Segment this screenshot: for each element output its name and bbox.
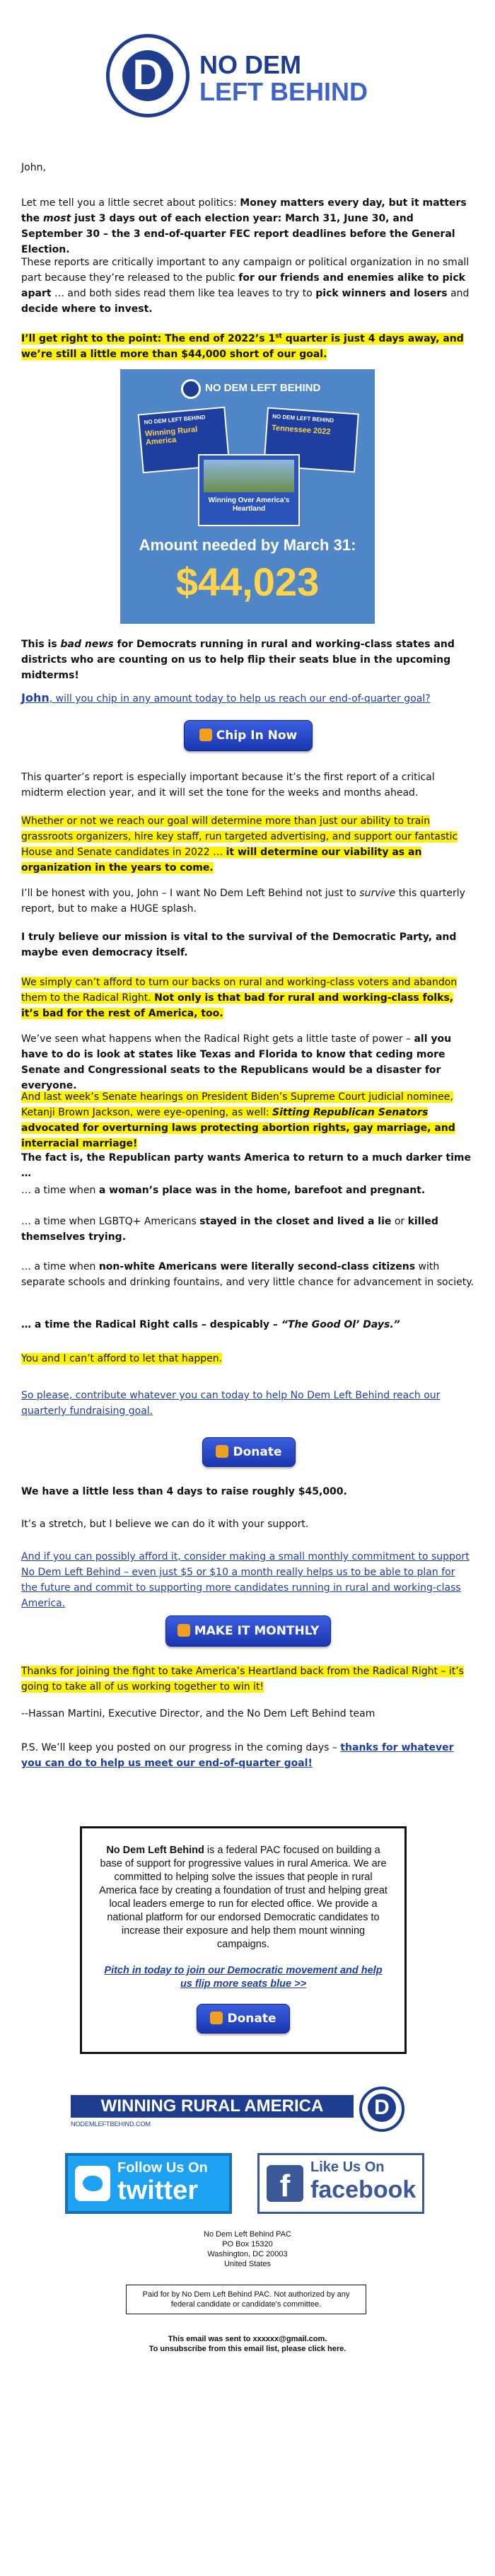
- about-box: [80, 1826, 407, 2054]
- footer-sent: This email was sent to xxxxxx@gmail.com.: [168, 2335, 327, 2343]
- paragraph-rural-highlight: We simply can’t afford to turn our backs on rural and working-class voters and abandon them to the Radical Right. Not only is that bad for rural and working-class folks, it’s bad for the rest of America, too.: [21, 977, 458, 1019]
- ask-link-1[interactable]: John, will you chip in any amount today to help us reach our end-of-quarter goal?: [21, 691, 431, 704]
- banner-amount: $44,023: [175, 559, 320, 604]
- paragraph-viability-highlight: Whether or not we reach our goal will determine more than just our ability to train grassroots organizers, hire key staff, run targeted advertising, and support our fantastic House and Senate candidates in 2022 … it will determine our viability as an organization in the years to come.: [21, 816, 458, 874]
- unsubscribe-link[interactable]: To unsubscribe from this email list, please click here.: [148, 2345, 346, 2353]
- facebook-button[interactable]: f Like Us On facebook: [257, 2153, 424, 2214]
- hand-icon: [210, 2012, 223, 2024]
- paragraph-raise: We have a little less than 4 days to raise roughly $45,000.: [21, 1486, 347, 1497]
- paragraph-non-white: … a time when non-white Americans were literally second-class citizens with separate schools and drinking fountains, and very little chance for advancement in society.: [21, 1261, 474, 1288]
- paragraph-honest: I’ll be honest with you, John – I want No Dem Left Behind not just to survive this quarterly report, but to make a HUGE splash.: [21, 888, 465, 915]
- paragraph-goal-highlight: I’ll get right to the point: The end of 2022’s 1st quarter is just 4 days away, and we’re still a little more than $44,000 short of our goal.: [21, 332, 464, 360]
- paragraph-radical-right: We’ve seen what happens when the Radical Right gets a little taste of power – all you have to do is look at states like Texas and Florida to know that ceding more Senate and Congressional seats to the Republicans would be a disaster for everyone.: [21, 1033, 452, 1091]
- donate-button-1[interactable]: Donate: [202, 1437, 296, 1467]
- twitter-button[interactable]: Follow Us On twitter: [65, 2153, 232, 2214]
- paragraph-mission: I truly believe our mission is vital to the survival of the Democratic Party, and maybe even democracy itself.: [21, 932, 457, 958]
- banner-brand: NO DEM LEFT BEHIND: [205, 382, 321, 394]
- banner-logo-icon: [181, 379, 201, 399]
- mailing-address: No Dem Left Behind PAC PO Box 15320 Washington, DC 20003 United States: [204, 2230, 291, 2268]
- ps-link[interactable]: thanks for whatever you can do to help us meet our end-of-quarter goal!: [21, 1742, 454, 1769]
- logo-circle-icon: [106, 34, 190, 117]
- paragraph-thanks-highlight: Thanks for joining the fight to take America’s Heartland back from the Radical Right – it’s going to take all of us working together to win it!: [21, 1666, 464, 1693]
- banner-amount-label: Amount needed by March 31:: [139, 536, 356, 554]
- chip-in-button[interactable]: Chip In Now: [184, 720, 313, 751]
- footer: [106, 2334, 389, 2354]
- paragraph-lgbtq: … a time when LGBTQ+ Americans stayed in the closet and lived a lie or killed themselves trying.: [21, 1216, 438, 1243]
- signature: --Hassan Martini, Executive Director, and the No Dem Left Behind team: [21, 1708, 375, 1719]
- salutation: John,: [21, 162, 46, 173]
- goal-banner[interactable]: [120, 369, 375, 624]
- paragraph-woman: … a time when a woman’s place was in the home, barefoot and pregnant.: [21, 1185, 426, 1196]
- paragraph-darker-time: The fact is, the Republican party wants America to return to a much darker time …: [21, 1152, 472, 1179]
- paragraph-hearings-highlight: And last week’s Senate hearings on President Biden’s Supreme Court judicial nominee, Ketanji Brown Jackson, were eye-opening, as well: Sitting Republican Senators advocated for overturning laws protecting abortion rights, gay marriage, and interracial marriage!: [21, 1091, 455, 1149]
- logo-letter: D: [132, 51, 163, 98]
- facebook-f-icon: f: [267, 2165, 303, 2202]
- about-ask-link[interactable]: Pitch in today to join our Democratic movement and help us flip more seats blue >>: [104, 1965, 383, 1990]
- paid-for-box: Paid for by No Dem Left Behind PAC. Not authorized by any federal candidate or candidate's committee.: [126, 2285, 366, 2314]
- banner-card-2: NO DEM LEFT BEHIND Tennessee 2022: [263, 407, 359, 473]
- header-logo[interactable]: [106, 34, 389, 119]
- ask-link-2[interactable]: So please, contribute whatever you can today to help No Dem Left Behind reach our quarterly fundraising goal.: [21, 1390, 441, 1417]
- paragraph-good-ol-days: … a time the Radical Right calls – despicably – “The Good Ol’ Days.”: [21, 1319, 400, 1330]
- make-it-monthly-button[interactable]: MAKE IT MONTHLY: [165, 1615, 331, 1647]
- paragraph-bad-news: This is bad news for Democrats running in rural and working-class states and districts who are counting on us to help flip their seats blue in the upcoming midterms!: [21, 639, 455, 681]
- banner-photo: [204, 460, 294, 492]
- hand-icon: [199, 729, 212, 741]
- hand-icon: [216, 1445, 228, 1458]
- hand-icon: [177, 1624, 190, 1637]
- paragraph-cant-afford: You and I can’t afford to let that happen.: [21, 1353, 223, 1364]
- logo-line1: NO DEM: [199, 50, 301, 79]
- banner-card-1: NO DEM LEFT BEHIND Winning Rural America: [138, 407, 231, 473]
- paragraph-reports: These reports are critically important to any campaign or political organization in no small part because they’re released to the public for our friends and enemies alike to pick apart … and both sides read them like tea leaves to try to pick winners and losers and decide where to invest.: [21, 257, 470, 315]
- banner-card-3: Winning Over America's Heartland: [198, 454, 300, 526]
- wra-url: NODEMLEFTBEHIND.COM: [71, 2120, 151, 2128]
- postscript: P.S. We’ll keep you posted on our progress in the coming days – thanks for whatever you can do to help us meet our end-of-quarter goal!: [21, 1742, 454, 1769]
- about-text: No Dem Left Behind is a federal PAC focused on building a base of support for progressive values in rural America. We are committed to helping solve the issues that people in rural America face by creating a foundation of trust and helping great local leaders emerge to run for elected office. We provide a national platform for our endorsed Democratic candidates to increase their exposure and help them mount winning campaigns.: [99, 1845, 388, 1950]
- ask-link-monthly[interactable]: And if you can possibly afford it, consider making a small monthly commitment to support No Dem Left Behind – even just $5 or $10 a month really helps us to be able to plan for the future and commit to supporting more candidates running in rural and working-class America.: [21, 1551, 470, 1609]
- wra-banner[interactable]: [71, 2087, 410, 2136]
- logo-line2: LEFT BEHIND: [199, 77, 368, 106]
- donate-button-2[interactable]: Donate: [197, 2004, 290, 2033]
- twitter-bird-icon: [75, 2166, 110, 2201]
- paragraph-money-matters: Let me tell you a little secret about politics: Money matters every day, but it matters the most just 3 days out of each election year: March 31, June 30, and September 30 – the 3 end-of-quarter FEC report deadlines before the General Election.: [21, 197, 467, 255]
- paragraph-quarter-report: This quarter’s report is especially important because it’s the first report of a critical midterm election year, and it will set the tone for the weeks and months ahead.: [21, 772, 435, 799]
- paragraph-stretch: It’s a stretch, but I believe we can do it with your support.: [21, 1519, 309, 1530]
- wra-title: WINNING RURAL AMERICA: [71, 2095, 354, 2118]
- wra-logo-icon: D: [359, 2087, 404, 2132]
